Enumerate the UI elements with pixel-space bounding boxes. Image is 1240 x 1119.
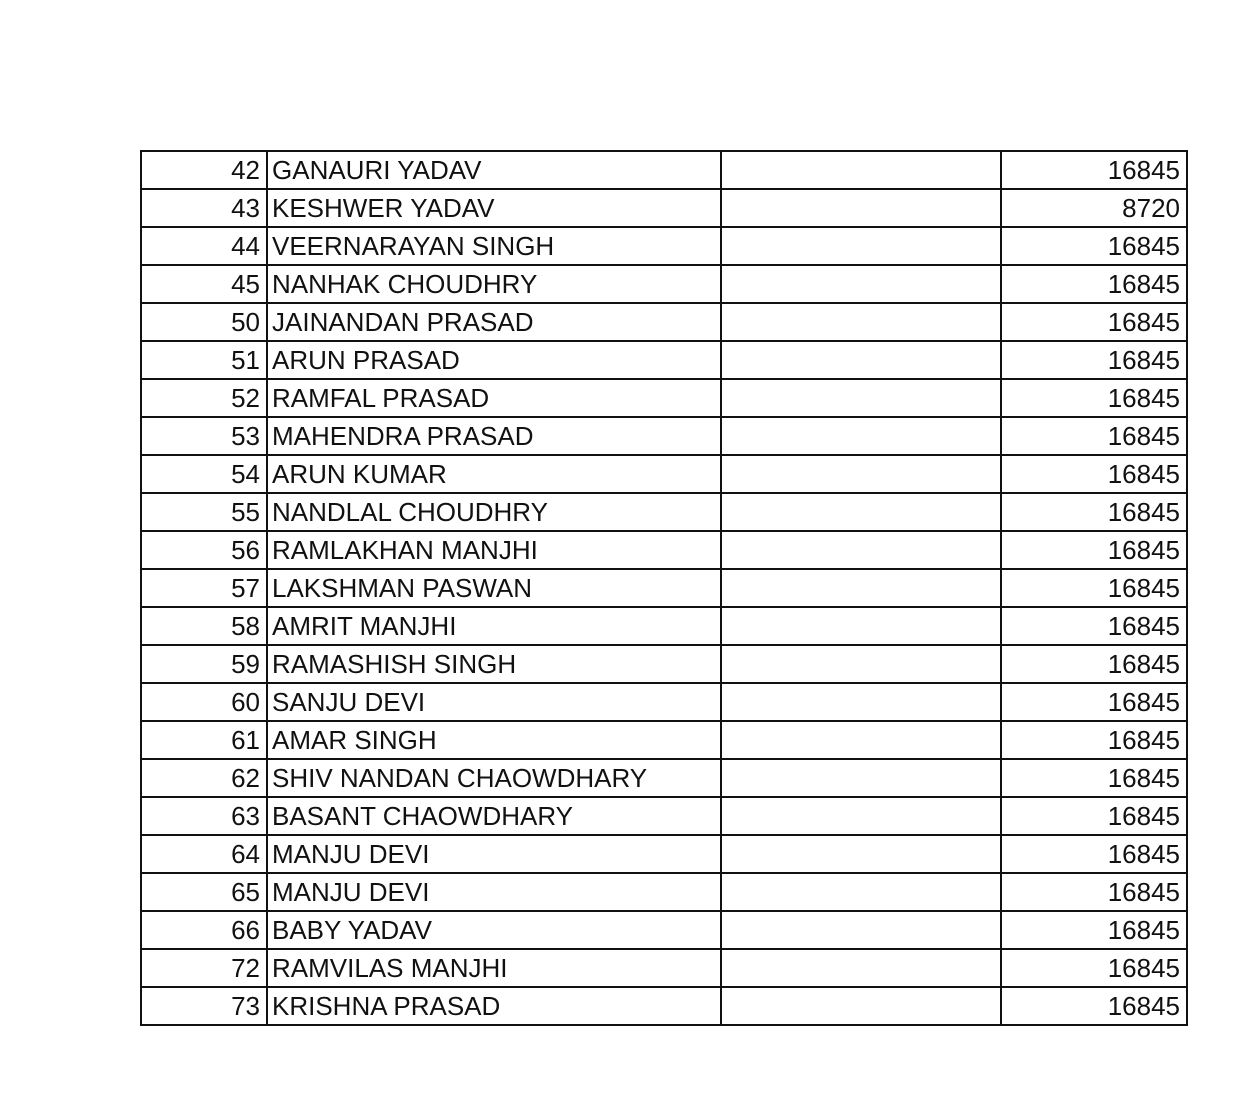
blank-cell bbox=[721, 721, 1001, 759]
serial-number-cell: 51 bbox=[141, 341, 267, 379]
amount-cell: 16845 bbox=[1001, 949, 1187, 987]
serial-number-cell: 53 bbox=[141, 417, 267, 455]
beneficiary-table bbox=[140, 150, 1188, 1026]
amount-cell: 16845 bbox=[1001, 911, 1187, 949]
serial-number-cell: 56 bbox=[141, 531, 267, 569]
name-cell: VEERNARAYAN SINGH bbox=[267, 227, 721, 265]
blank-cell bbox=[721, 683, 1001, 721]
amount-cell: 16845 bbox=[1001, 873, 1187, 911]
name-cell: SHIV NANDAN CHAOWDHARY bbox=[267, 759, 721, 797]
name-cell: NANHAK CHOUDHRY bbox=[267, 265, 721, 303]
serial-number-cell: 66 bbox=[141, 911, 267, 949]
amount-cell: 16845 bbox=[1001, 493, 1187, 531]
name-cell: JAINANDAN PRASAD bbox=[267, 303, 721, 341]
serial-number-cell: 42 bbox=[141, 151, 267, 189]
serial-number-cell: 61 bbox=[141, 721, 267, 759]
name-cell: LAKSHMAN PASWAN bbox=[267, 569, 721, 607]
name-cell: GANAURI YADAV bbox=[267, 151, 721, 189]
amount-cell: 16845 bbox=[1001, 607, 1187, 645]
amount-cell: 16845 bbox=[1001, 379, 1187, 417]
table-row bbox=[141, 797, 1187, 835]
serial-number-cell: 45 bbox=[141, 265, 267, 303]
blank-cell bbox=[721, 417, 1001, 455]
table-row bbox=[141, 569, 1187, 607]
name-cell: AMAR SINGH bbox=[267, 721, 721, 759]
amount-cell: 16845 bbox=[1001, 227, 1187, 265]
table-row bbox=[141, 455, 1187, 493]
name-cell: ARUN KUMAR bbox=[267, 455, 721, 493]
table-row bbox=[141, 835, 1187, 873]
table-row bbox=[141, 987, 1187, 1025]
amount-cell: 16845 bbox=[1001, 987, 1187, 1025]
blank-cell bbox=[721, 949, 1001, 987]
serial-number-cell: 57 bbox=[141, 569, 267, 607]
blank-cell bbox=[721, 227, 1001, 265]
amount-cell: 8720 bbox=[1001, 189, 1187, 227]
table-row bbox=[141, 683, 1187, 721]
table-body bbox=[141, 151, 1187, 1025]
serial-number-cell: 54 bbox=[141, 455, 267, 493]
serial-number-cell: 52 bbox=[141, 379, 267, 417]
serial-number-cell: 62 bbox=[141, 759, 267, 797]
serial-number-cell: 58 bbox=[141, 607, 267, 645]
name-cell: MANJU DEVI bbox=[267, 835, 721, 873]
table-row bbox=[141, 949, 1187, 987]
amount-cell: 16845 bbox=[1001, 569, 1187, 607]
blank-cell bbox=[721, 303, 1001, 341]
name-cell: KESHWER YADAV bbox=[267, 189, 721, 227]
blank-cell bbox=[721, 265, 1001, 303]
table-row bbox=[141, 721, 1187, 759]
blank-cell bbox=[721, 759, 1001, 797]
table-row bbox=[141, 493, 1187, 531]
table-row bbox=[141, 151, 1187, 189]
name-cell: RAMLAKHAN MANJHI bbox=[267, 531, 721, 569]
blank-cell bbox=[721, 455, 1001, 493]
table-row bbox=[141, 911, 1187, 949]
name-cell: SANJU DEVI bbox=[267, 683, 721, 721]
blank-cell bbox=[721, 379, 1001, 417]
name-cell: MANJU DEVI bbox=[267, 873, 721, 911]
amount-cell: 16845 bbox=[1001, 417, 1187, 455]
serial-number-cell: 60 bbox=[141, 683, 267, 721]
blank-cell bbox=[721, 569, 1001, 607]
table-row bbox=[141, 227, 1187, 265]
amount-cell: 16845 bbox=[1001, 265, 1187, 303]
amount-cell: 16845 bbox=[1001, 151, 1187, 189]
name-cell: NANDLAL CHOUDHRY bbox=[267, 493, 721, 531]
serial-number-cell: 43 bbox=[141, 189, 267, 227]
serial-number-cell: 64 bbox=[141, 835, 267, 873]
amount-cell: 16845 bbox=[1001, 645, 1187, 683]
amount-cell: 16845 bbox=[1001, 797, 1187, 835]
serial-number-cell: 50 bbox=[141, 303, 267, 341]
table-row bbox=[141, 873, 1187, 911]
table-row bbox=[141, 265, 1187, 303]
serial-number-cell: 44 bbox=[141, 227, 267, 265]
amount-cell: 16845 bbox=[1001, 759, 1187, 797]
blank-cell bbox=[721, 531, 1001, 569]
table-row bbox=[141, 189, 1187, 227]
blank-cell bbox=[721, 645, 1001, 683]
table-row bbox=[141, 759, 1187, 797]
amount-cell: 16845 bbox=[1001, 341, 1187, 379]
table-row bbox=[141, 341, 1187, 379]
name-cell: AMRIT MANJHI bbox=[267, 607, 721, 645]
blank-cell bbox=[721, 797, 1001, 835]
blank-cell bbox=[721, 607, 1001, 645]
blank-cell bbox=[721, 493, 1001, 531]
blank-cell bbox=[721, 189, 1001, 227]
table-row bbox=[141, 379, 1187, 417]
name-cell: KRISHNA PRASAD bbox=[267, 987, 721, 1025]
table-row bbox=[141, 417, 1187, 455]
name-cell: RAMASHISH SINGH bbox=[267, 645, 721, 683]
name-cell: BASANT CHAOWDHARY bbox=[267, 797, 721, 835]
serial-number-cell: 63 bbox=[141, 797, 267, 835]
blank-cell bbox=[721, 911, 1001, 949]
name-cell: RAMFAL PRASAD bbox=[267, 379, 721, 417]
serial-number-cell: 65 bbox=[141, 873, 267, 911]
table-row bbox=[141, 645, 1187, 683]
amount-cell: 16845 bbox=[1001, 721, 1187, 759]
table-row bbox=[141, 531, 1187, 569]
table-row bbox=[141, 303, 1187, 341]
serial-number-cell: 55 bbox=[141, 493, 267, 531]
blank-cell bbox=[721, 835, 1001, 873]
serial-number-cell: 59 bbox=[141, 645, 267, 683]
blank-cell bbox=[721, 987, 1001, 1025]
table-row bbox=[141, 607, 1187, 645]
amount-cell: 16845 bbox=[1001, 455, 1187, 493]
amount-cell: 16845 bbox=[1001, 683, 1187, 721]
blank-cell bbox=[721, 341, 1001, 379]
blank-cell bbox=[721, 873, 1001, 911]
name-cell: ARUN PRASAD bbox=[267, 341, 721, 379]
serial-number-cell: 72 bbox=[141, 949, 267, 987]
blank-cell bbox=[721, 151, 1001, 189]
amount-cell: 16845 bbox=[1001, 835, 1187, 873]
name-cell: RAMVILAS MANJHI bbox=[267, 949, 721, 987]
name-cell: MAHENDRA PRASAD bbox=[267, 417, 721, 455]
name-cell: BABY YADAV bbox=[267, 911, 721, 949]
serial-number-cell: 73 bbox=[141, 987, 267, 1025]
amount-cell: 16845 bbox=[1001, 531, 1187, 569]
amount-cell: 16845 bbox=[1001, 303, 1187, 341]
